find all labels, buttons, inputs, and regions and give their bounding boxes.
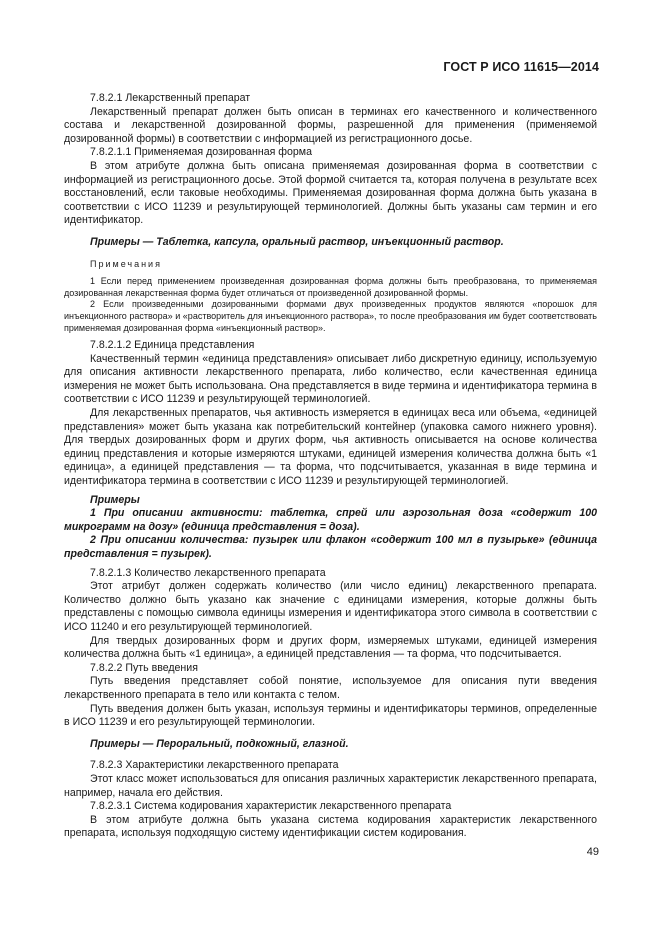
paragraph: Качественный термин «единица представления» описывает либо дискретную единицу, используемую для описания активности лекарственного препарата, либо количество, если качественная единица измерения не может быть использована. Она представляется в виде термина и идентификатора термина в соответствии с ИСО 11239 и результирующей терминологией. bbox=[64, 352, 597, 406]
page-number: 49 bbox=[586, 846, 599, 858]
paragraph: В этом атрибуте должна быть описана применяемая дозированная форма в соответствии с информацией из регистрационного досье. Этой формой считается та, которая получена в результате всех восстановлений, если таковые необходимы. Применяемая дозированная форма должна быть указана в соответствии с ИСО 11239 и результирующей терминологией. Должны быть указаны сам термин и его идентификатор. bbox=[64, 159, 597, 227]
example-2: 2 При описании количества: пузырек или флакон «содержит 100 мл в пузырьке» (единица представления = пузырек). bbox=[64, 534, 597, 560]
section-heading-7-8-2-1-2: 7.8.2.1.2 Единица представления bbox=[90, 339, 255, 352]
section-heading-7-8-2-1-1: 7.8.2.1.1 Применяемая дозированная форма bbox=[90, 146, 312, 159]
notes-title: Примечания bbox=[90, 258, 162, 269]
section-heading-7-8-2-1: 7.8.2.1 Лекарственный препарат bbox=[90, 92, 251, 104]
paragraph: Для твердых дозированных форм и других форм, измеряемых штуками, единицей измерения количества должна быть «1 единица», а единицей представления — та форма, что подсчитывается. bbox=[64, 634, 597, 661]
document-body bbox=[64, 92, 597, 841]
example-line: Примеры — Пероральный, подкожный, глазной. bbox=[90, 737, 349, 750]
example-1: 1 При описании активности: таблетка, спрей или аэрозольная доза «содержит 100 микрограмм на дозу» (единица представления = доза). bbox=[64, 507, 597, 533]
example-line: Примеры — Таблетка, капсула, оральный раствор, инъекционный раствор. bbox=[90, 235, 504, 248]
section-heading-7-8-2-1-3: 7.8.2.1.3 Количество лекарственного препарата bbox=[90, 566, 326, 579]
note-2: 2 Если произведенными дозированными формами двух произведенных продуктов являются «порошок для инъекционного раствора» и «растворитель для инъекционного раствора», то после преобразования им будет соответствовать применяемая дозированная форма «инъекционный раствор». bbox=[64, 299, 597, 333]
document-header: ГОСТ Р ИСО 11615—2014 bbox=[443, 60, 599, 74]
paragraph: Путь введения должен быть указан, используя термины и идентификаторы терминов, определенные в ИСО 11239 и его результирующей терминологии. bbox=[64, 702, 597, 729]
paragraph: В этом атрибуте должна быть указана система кодирования характеристик лекарственного препарата, используя подходящую систему идентификации систем кодирования. bbox=[64, 813, 597, 840]
section-heading-7-8-2-3-1: 7.8.2.3.1 Система кодирования характеристик лекарственного препарата bbox=[90, 800, 452, 813]
paragraph: Лекарственный препарат должен быть описан в терминах его качественного и количественного состава и лекарственной дозированной формы, разрешенной для применения (применяемой дозированной формы) в соответствии с информацией из регистрационного досье. bbox=[64, 105, 597, 145]
paragraph: Этот атрибут должен содержать количество (или число единиц) лекарственного препарата. Количество должно быть указано как значение с единицами измерения, которые должны быть представлены с помощью символа единицы измерения и идентификатора этого символа в соответствии с ИСО 11240 и его результирующей терминологией. bbox=[64, 580, 597, 633]
section-heading-7-8-2-2: 7.8.2.2 Путь введения bbox=[90, 661, 198, 674]
paragraph: Путь введения представляет собой понятие, используемое для описания пути введения лекарственного препарата в тело или контакта с телом. bbox=[64, 675, 597, 701]
paragraph: Этот класс может использоваться для описания различных характеристик лекарственного препарата, например, начала его действия. bbox=[64, 772, 597, 799]
examples-title: Примеры bbox=[90, 493, 140, 506]
paragraph: Для лекарственных препаратов, чья активность измеряется в единицах веса или объема, «единицей представления» может быть указана как потребительский контейнер (упаковка самого нижнего уровня). Для твердых дозированных форм и других форм, чья активность описывается на основе количества единиц представления и которые измеряются штуками, единицей измерения количества должна быть «1 единица», а единицей представления — та форма, что подсчитывается, указанная в виде термина и идентификатора термина в соответствии с ИСО 11239 и результирующей терминологией. bbox=[64, 407, 597, 488]
section-heading-7-8-2-3: 7.8.2.3 Характеристики лекарственного препарата bbox=[90, 759, 339, 772]
note-1: 1 Если перед применением произведенная дозированная форма должны быть преобразована, то применяемая дозированная лекарственная форма будет отличаться от произведенной дозированной формы. bbox=[64, 276, 597, 298]
